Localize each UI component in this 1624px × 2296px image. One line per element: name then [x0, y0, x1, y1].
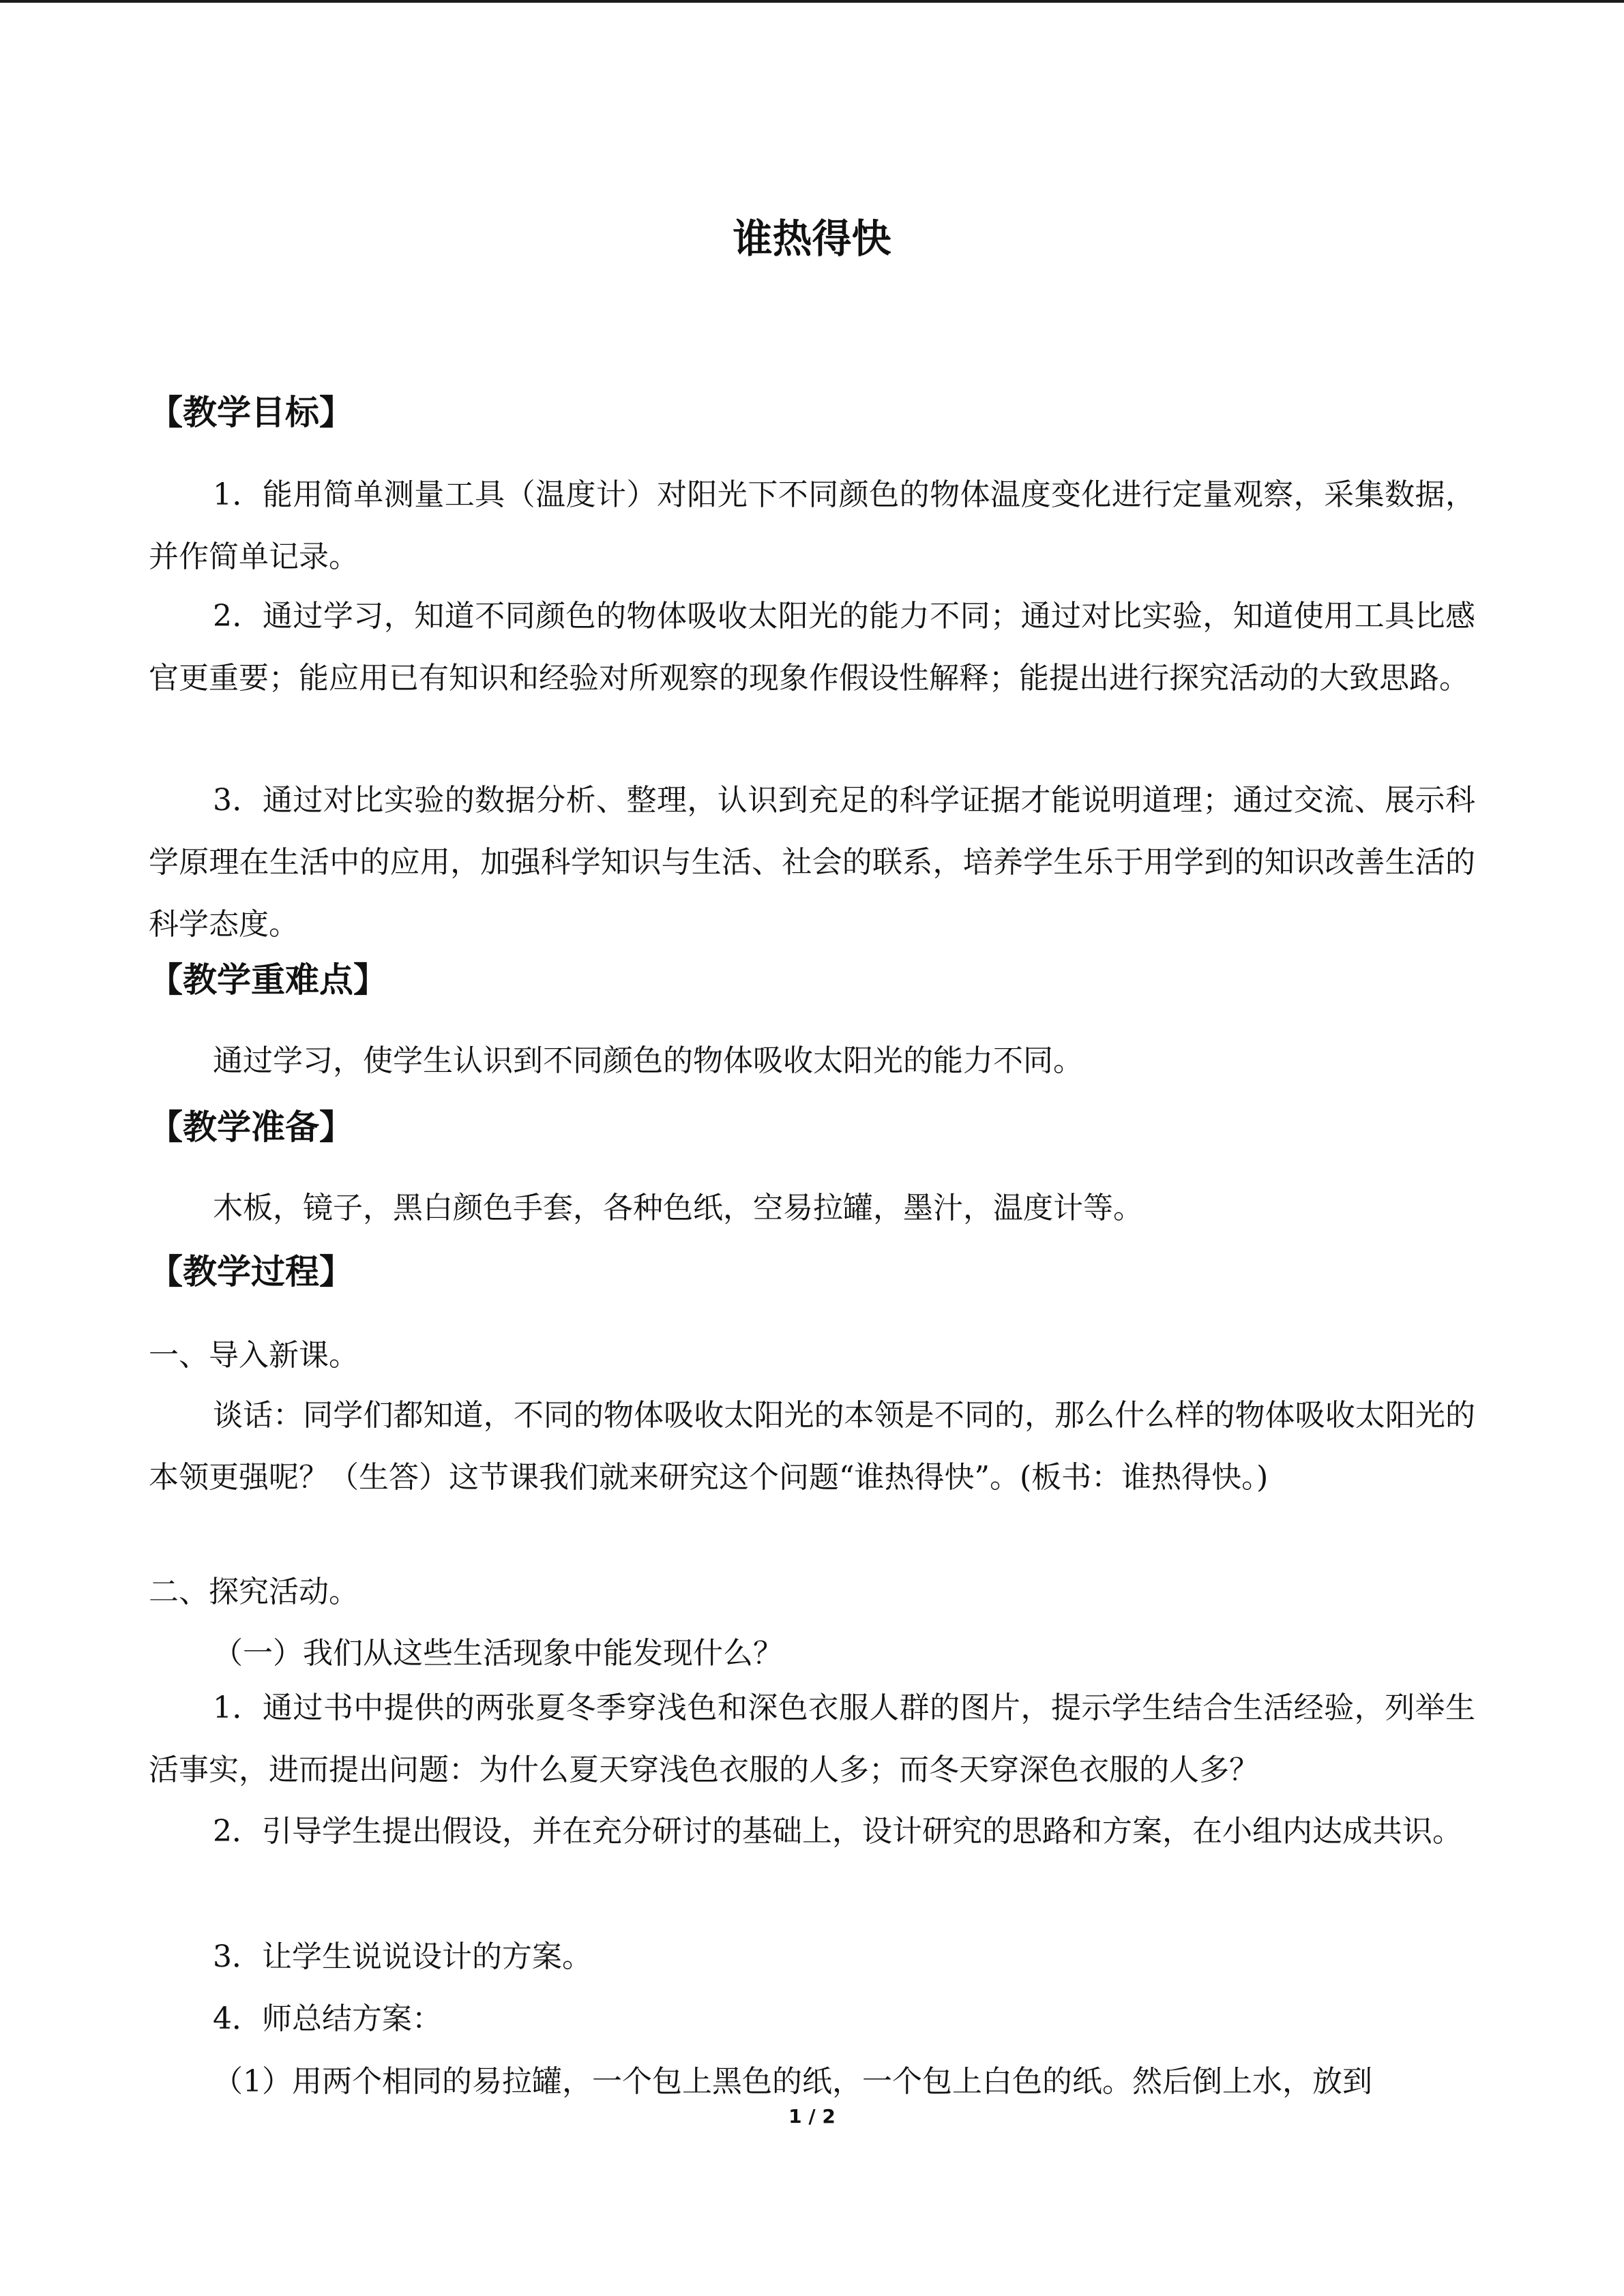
- preparation-text: 木板，镜子，黑白颜色手套，各种色纸，空易拉罐，墨汁，温度计等。: [213, 1191, 1143, 1225]
- section-heading-process: 【教学过程】: [149, 1252, 353, 1292]
- objective-item-2: 2．通过学习，知道不同颜色的物体吸收太阳光的能力不同；通过对比实验，知道使用工具比感官更重要；能应用已有知识和经验对所观察的现象作假设性解释；能提出进行探究活动的大致思路。: [149, 599, 1475, 696]
- step-item-3: 3．让学生说说设计的方案。: [213, 1939, 592, 1974]
- part1-text: 谈话：同学们都知道，不同的物体吸收太阳光的本领是不同的，那么什么样的物体吸收太阳光的本领更强呢？（生答）这节课我们就来研究这个问题“谁热得快”。(板书：谁热得快。): [149, 1398, 1475, 1495]
- key-points-text: 通过学习，使学生认识到不同颜色的物体吸收太阳光的能力不同。: [213, 1043, 1083, 1078]
- section-heading-preparation: 【教学准备】: [149, 1107, 353, 1147]
- sub1-title: （一）我们从这些生活现象中能发现什么？: [213, 1636, 783, 1671]
- step-item-2: 2．引导学生提出假设，并在充分研讨的基础上，设计研究的思路和方案，在小组内达成共识。: [213, 1814, 1462, 1849]
- page-title: 谁热得快: [733, 215, 891, 262]
- step-item-4: 4．师总结方案：: [213, 2001, 442, 2036]
- page-number: 1 / 2: [788, 2105, 836, 2128]
- objective-item-3: 3．通过对比实验的数据分析、整理，认识到充足的科学证据才能说明道理；通过交流、展示科学原理在生活中的应用，加强科学知识与生活、社会的联系，培养学生乐于用学到的知识改善生活的科学态度。: [149, 783, 1475, 942]
- plan-item-1: （1）用两个相同的易拉罐，一个包上黑色的纸，一个包上白色的纸。然后倒上水，放到: [213, 2064, 1372, 2099]
- section-heading-objectives: 【教学目标】: [149, 393, 353, 432]
- top-border-line: [0, 0, 1624, 3]
- part1-title: 一、导入新课。: [149, 1338, 359, 1373]
- objective-item-1: 1．能用简单测量工具（温度计）对阳光下不同颜色的物体温度变化进行定量观察，采集数据，并作简单记录。: [149, 477, 1475, 574]
- section-heading-key-points: 【教学重难点】: [149, 960, 387, 1000]
- part2-title: 二、探究活动。: [149, 1575, 359, 1609]
- step-item-1: 1．通过书中提供的两张夏冬季穿浅色和深色衣服人群的图片，提示学生结合生活经验，列举生活事实，进而提出问题：为什么夏天穿浅色衣服的人多；而冬天穿深色衣服的人多？: [149, 1690, 1475, 1787]
